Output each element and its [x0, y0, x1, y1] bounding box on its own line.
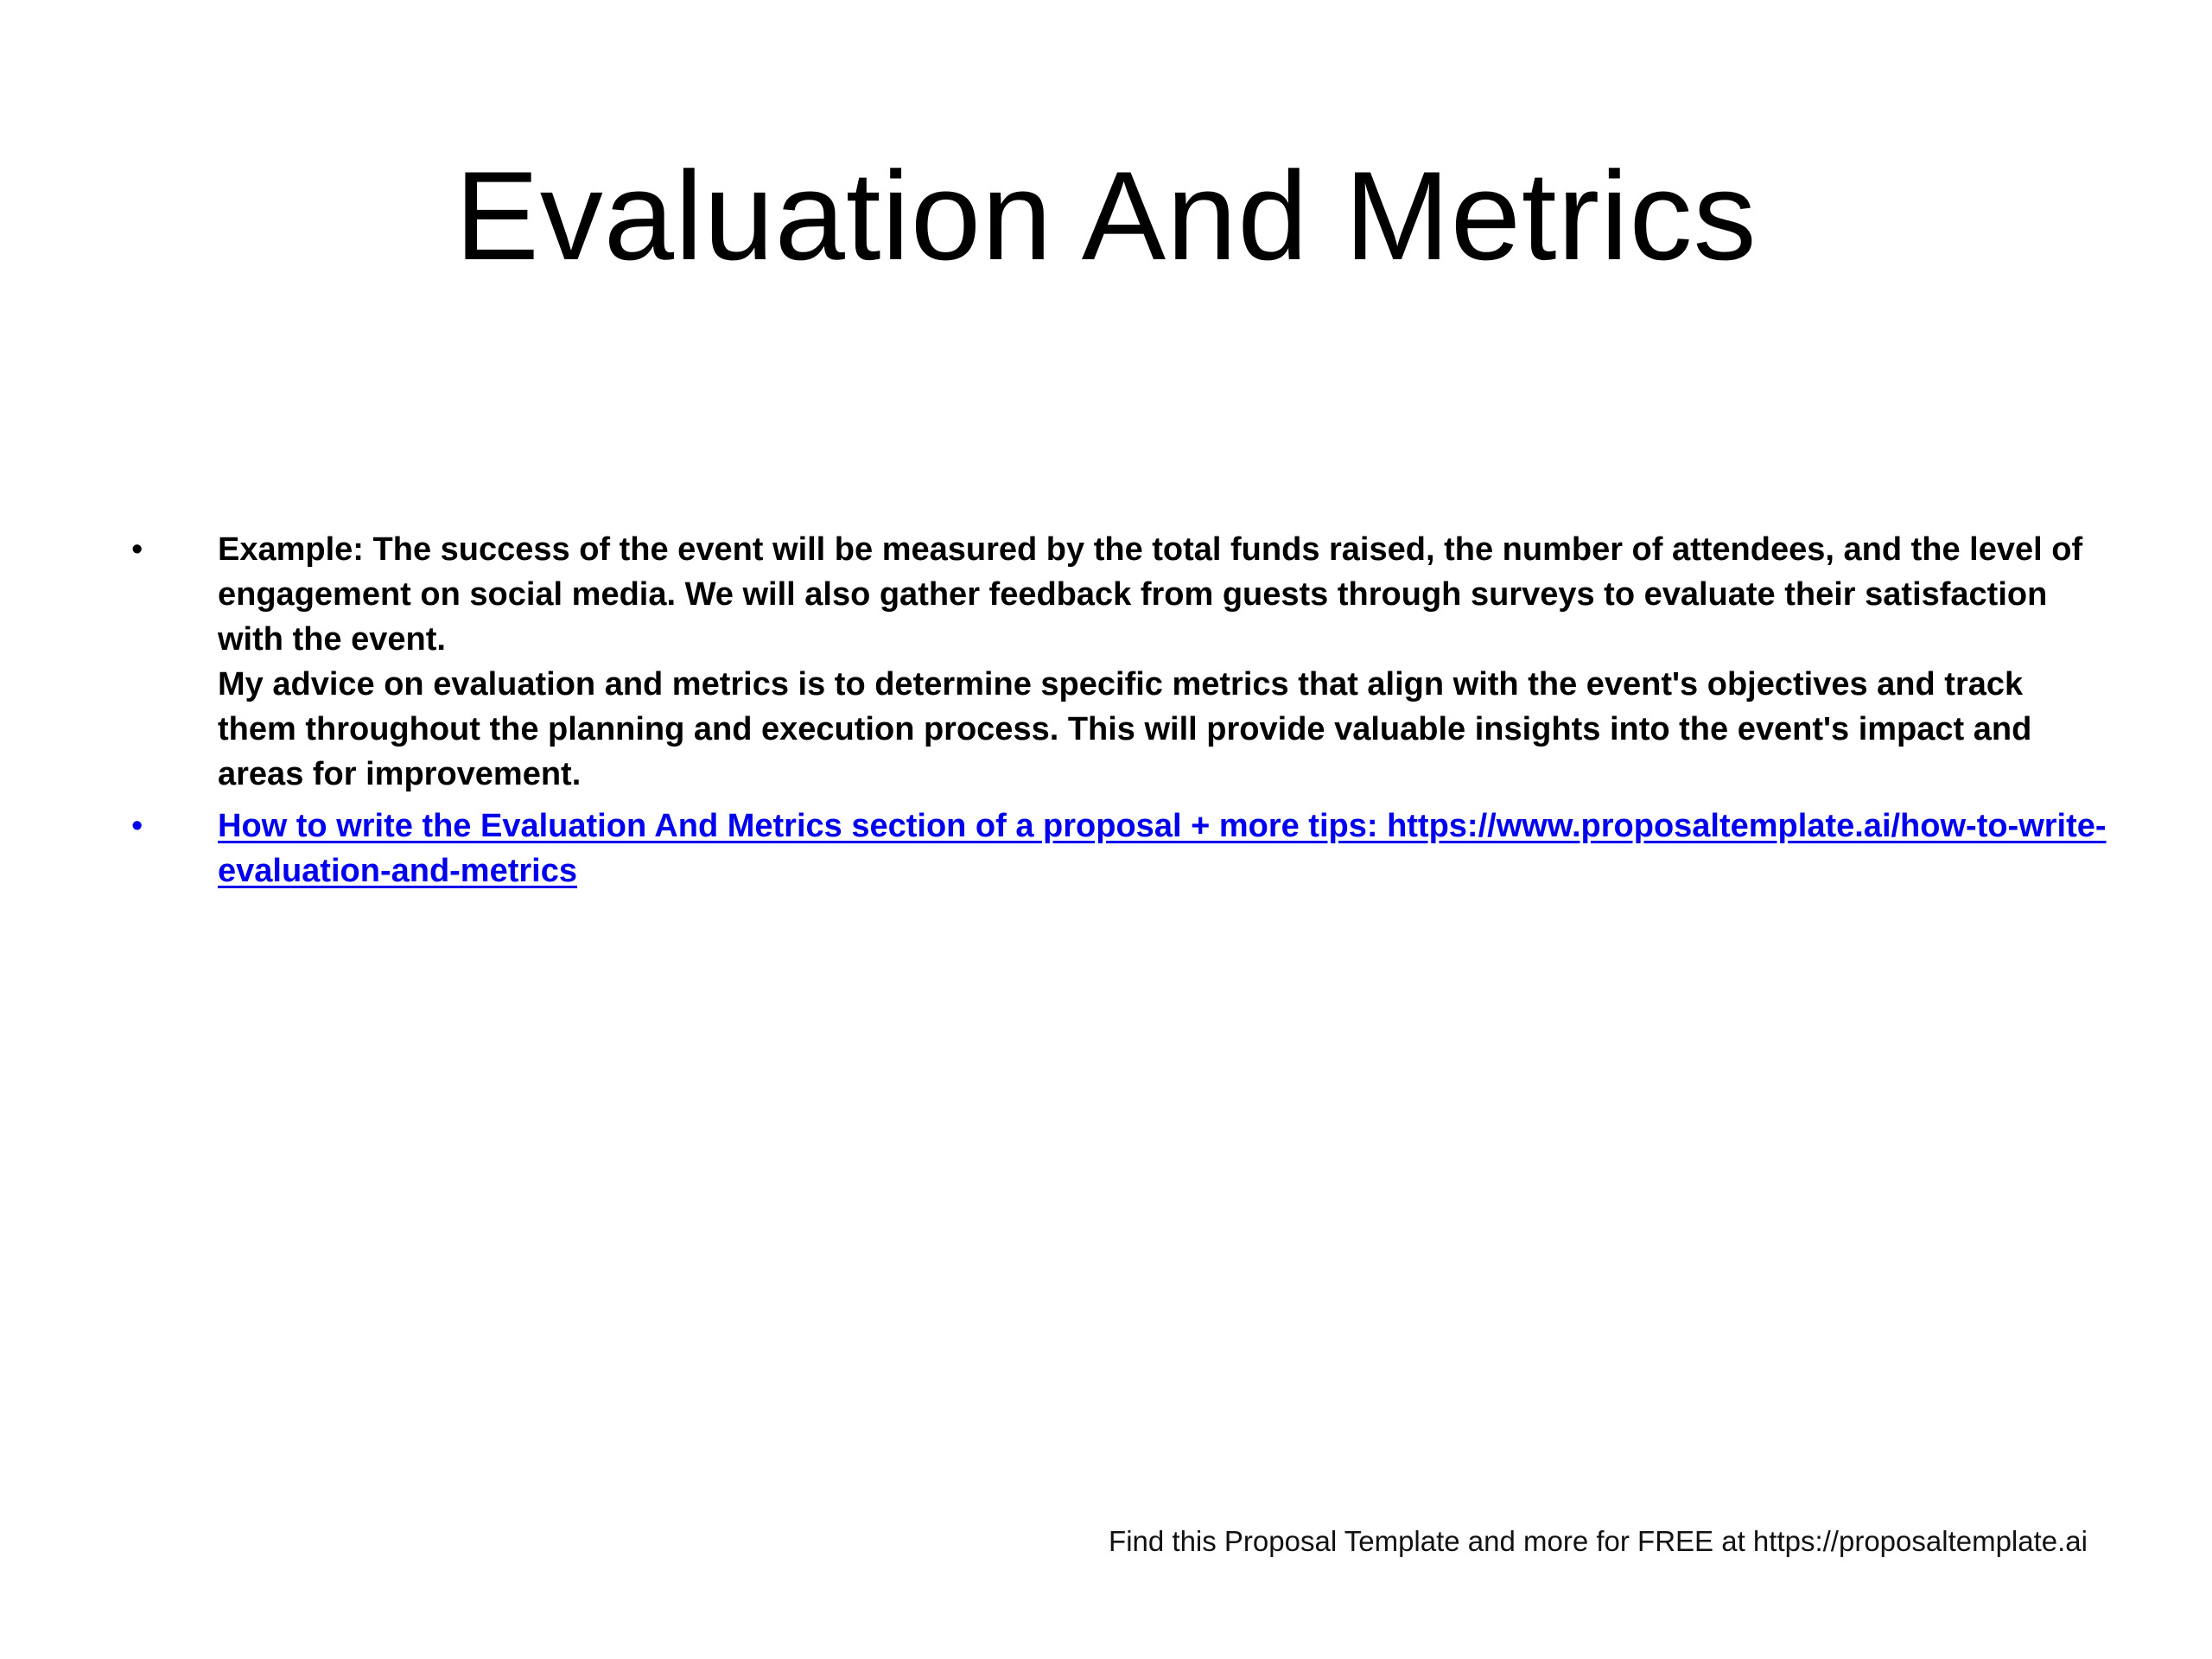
bullet-marker: •	[131, 808, 143, 844]
advice-paragraph: My advice on evaluation and metrics is to determine specific metrics that align with the event's objectives and track them throughout the planning and execution process. This will provide valuable insights into the event's impact and areas for improvement.	[218, 666, 2032, 792]
slide-title: Evaluation And Metrics	[454, 145, 1758, 286]
footer-credit: Find this Proposal Template and more for FREE at https://proposaltemplate.ai	[1109, 1525, 2088, 1557]
how-to-write-link[interactable]: How to write the Evaluation And Metrics section of a proposal + more tips: https://www.proposaltemplate.ai/how-to-write-evaluation-and-metrics	[218, 808, 2107, 889]
example-paragraph: Example: The success of the event will be measured by the total funds raised, the number of attendees, and the level of engagement on social media. We will also gather feedback from guests through surveys to evaluate their satisfaction with the event.	[218, 531, 2083, 658]
bullet-marker: •	[131, 531, 143, 568]
bullet-item-example	[130, 527, 2108, 797]
bullet-list	[130, 527, 2108, 900]
bullet-item-link	[130, 804, 2108, 893]
